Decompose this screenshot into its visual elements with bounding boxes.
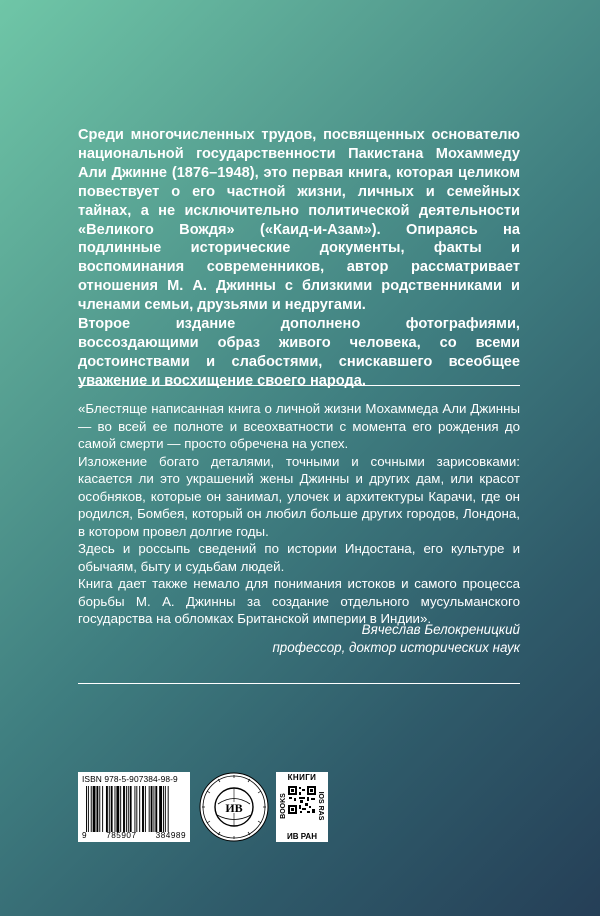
- barcode-bar: [128, 786, 129, 832]
- reviewer-title: профессор, доктор исторических наук: [272, 640, 520, 655]
- barcode-bar: [155, 786, 157, 832]
- quote-paragraph-4: Книга дает также немало для понимания истоков и самого процесса борьбы М. А. Джинны за создание отдельного мусульманского государства на обломках Британской империи в Индии».: [78, 576, 520, 626]
- book-annotation: [78, 126, 520, 391]
- barcode-bar: [99, 786, 100, 832]
- barcode-bar: [96, 786, 98, 832]
- barcode-bar: [145, 786, 146, 832]
- barcode-bar: [149, 786, 150, 832]
- review-quote: [78, 400, 520, 628]
- barcode-bar: [130, 786, 132, 832]
- barcode-bar: [115, 786, 116, 832]
- ios-badge-top-label: КНИГИ: [287, 773, 317, 782]
- ean-digit-left: 785907: [106, 831, 137, 840]
- barcode-bar: [120, 786, 121, 832]
- qr-code-icon: [288, 786, 316, 814]
- barcode-bar: [106, 786, 108, 832]
- barcode-bar: [136, 786, 137, 832]
- quote-paragraph-1: «Блестяще написанная книга о личной жизни Мохаммеда Али Джинны — во всей ее полноте и всеохватности с момента его рождения до самой смерти — просто обречена на успех.: [78, 401, 520, 451]
- barcode-bar: [93, 786, 96, 832]
- barcode-bar: [86, 786, 87, 832]
- publisher-initials: ИВ: [225, 801, 243, 815]
- ean-digit-right: 384989: [155, 831, 186, 840]
- barcode-bar: [142, 786, 144, 832]
- ios-badge-left-label: BOOKS: [280, 793, 287, 819]
- divider-top: [78, 385, 520, 386]
- quote-paragraph-2: Изложение богато деталями, точными и сочными зарисовками: касается ли это украшений жены Джинны и других дам, или красот особняков, которые он занимал, улочек и архитектуры Карачи, где он родился, Бомбея, который он любил больше других городов, Лондона, в котором провел долгие годы.: [78, 453, 520, 539]
- divider-bottom: [78, 683, 520, 684]
- quote-paragraph-3: Здесь и россыпь сведений по истории Индостана, его культуре и обычаям, быту и судьбам людей.: [78, 541, 520, 574]
- barcode-bar: [139, 786, 140, 832]
- ios-badge-right-label: IOS RAS: [317, 791, 324, 821]
- barcode-bar: [165, 786, 166, 832]
- barcode-bar: [159, 786, 162, 832]
- reviewer-signature: [272, 621, 520, 657]
- barcode-bar: [151, 786, 153, 832]
- barcode-bar: [134, 786, 135, 832]
- barcode-bar: [116, 786, 119, 832]
- barcode-bar: [111, 786, 113, 832]
- reviewer-name: Вячеслав Белокреницкий: [361, 622, 520, 637]
- barcode-bar: [153, 786, 154, 832]
- barcode-bar: [102, 786, 103, 832]
- annotation-paragraph-1: Среди многочисленных трудов, посвященных основателю национальной государственности Пакистана Мохаммеду Али Джинне (1876–1948), это первая книга, которая целиком повествует о его частной жизни, личных и семейных тайнах, а не исключительно политической деятельности «Великого Вождя» («Каид-и-Азам»). Опираясь на подлинные исторические документы, факты и воспоминания современников, автор рассматривает отношения М. А. Джинны с близкими родственниками и членами семьи, друзьями и недругами.: [78, 127, 520, 314]
- isbn-barcode: [78, 772, 190, 842]
- barcode-bar: [88, 786, 89, 832]
- barcode-bar: [126, 786, 127, 832]
- publisher-seal-icon: [198, 771, 270, 843]
- ean-digit-prefix: 9: [82, 831, 88, 840]
- barcode-bars: [82, 786, 186, 832]
- barcode-bar: [109, 786, 110, 832]
- barcode-bar: [123, 786, 125, 832]
- barcode-bar: [168, 786, 169, 832]
- ios-ras-badge: [276, 772, 328, 842]
- barcode-bar: [163, 786, 164, 832]
- isbn-label: ISBN 978-5-907384-98-9: [82, 774, 178, 784]
- barcode-bar: [91, 786, 92, 832]
- ean-digits: [82, 831, 186, 840]
- annotation-paragraph-2: Второе издание дополнено фотографиями, воссоздающими образ живого человека, со всеми достоинствами и слабостями, снискавшего всеобщее уважение и восхищение своего народа.: [78, 316, 520, 389]
- ios-badge-bottom-label: ИВ РАН: [287, 832, 317, 841]
